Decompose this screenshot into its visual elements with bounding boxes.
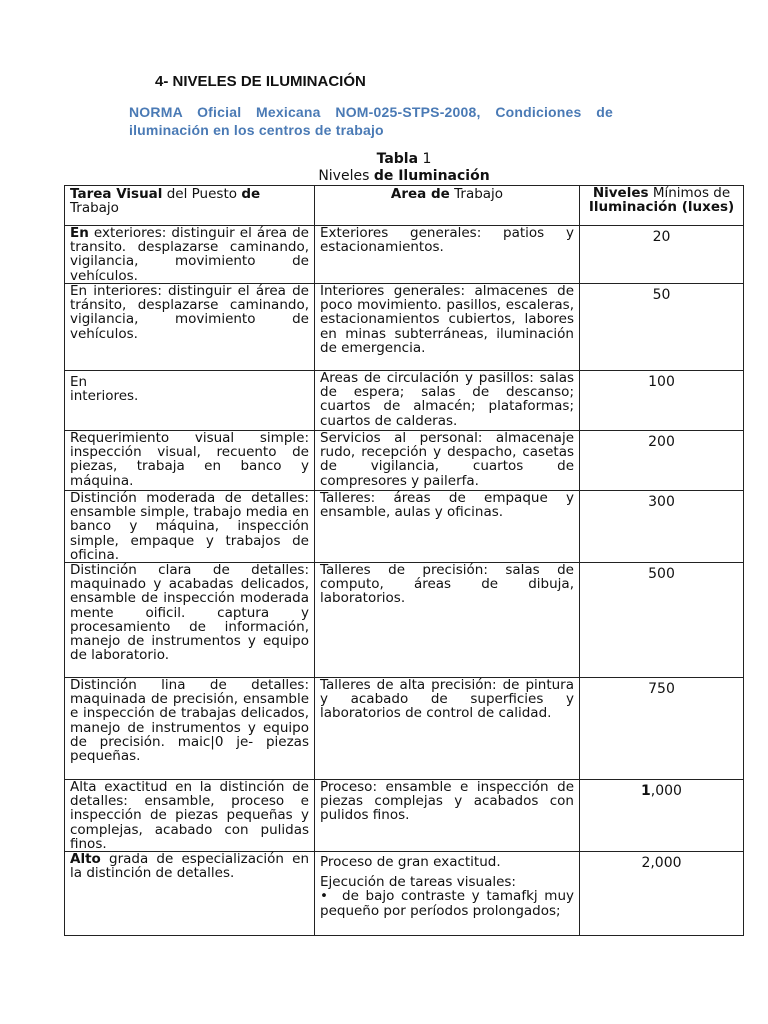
header-area-tail: Trabajo: [454, 186, 504, 202]
header-niveles-mid: Mínimos de: [652, 185, 731, 201]
header-area: [315, 186, 580, 226]
nivel-cell: [580, 780, 744, 852]
tarea-cell: Requerimiento visual simple: inspección visual, recuento de piezas, trabaja en banco y máquina.: [65, 431, 315, 491]
illumination-levels-table: [64, 185, 744, 936]
header-tarea-bold: Tarea Visual: [70, 186, 163, 202]
nivel-rest: ,000: [650, 783, 682, 800]
tarea-text: grada de especialización en la distinción de detalles.: [70, 851, 310, 882]
table-row: [65, 852, 744, 936]
tarea-cell: Distinción clara de detalles: maquinado y acabadas delicados, ensamble de inspección moderada mente oificil. captura y procesamiento de información, manejo de instrumentos y equipo de laboratorio.: [65, 563, 315, 678]
header-tarea-mid: del Puesto: [166, 186, 238, 202]
section-heading: 4- NIVELES DE ILUMINACIÓN: [155, 73, 366, 90]
header-niveles: [580, 186, 744, 226]
area-cell: [315, 852, 580, 936]
area-line3: de bajo contraste y tamafkj muy pequeño por períodos prolongados;: [320, 888, 574, 919]
tarea-cell: [65, 226, 315, 284]
area-cell: Talleres de alta precisión: de pintura y acabado de superficies y laboratorios de control de calidad.: [315, 678, 580, 780]
nivel-cell: 50: [580, 284, 744, 371]
nivel-cell: 500: [580, 563, 744, 678]
table-caption: [64, 151, 744, 167]
nivel-cell: 200: [580, 431, 744, 491]
tarea-cell: Alta exactitud en la distinción de detalles: ensamble, proceso e inspección de piezas pequeñas y complejas, acabado con pulidas finos.: [65, 780, 315, 852]
tarea-cell: Distinción lina de detalles: maquinada de precisión, ensamble e inspección de trabajas delicados, manejo de instrumentos y equipo de precisión. maic|0 je- piezas pequeñas.: [65, 678, 315, 780]
table-header-row: [65, 186, 744, 226]
area-line1: Proceso de gran exactitud.: [320, 854, 501, 871]
table-subcaption: [64, 168, 744, 184]
niveles-label: Niveles: [318, 168, 370, 184]
header-tarea-visual: [65, 186, 315, 226]
header-niveles-bold2: Iluminación (luxes): [588, 199, 735, 216]
header-tarea-tail: Trabajo: [70, 200, 119, 217]
nivel-cell: 2,000: [580, 852, 744, 936]
table-row: [65, 431, 744, 491]
norma-title: NORMA Oficial Mexicana NOM-025-STPS-2008, Condiciones de iluminación en los centros de trabajo: [129, 104, 613, 138]
header-tarea-bold2: de: [241, 186, 261, 202]
area-cell: Talleres de precisión: salas de computo, áreas de dibuja, laboratorios.: [315, 563, 580, 678]
table-row: [65, 780, 744, 852]
de-iluminacion-label: de Iluminación: [373, 168, 490, 184]
table-row: [65, 491, 744, 563]
tarea-cell: En interiores: distinguir el área de tránsito, desplazarse caminando, vigilancia, movimiento de vehículos.: [65, 284, 315, 371]
tarea-cell: [65, 852, 315, 936]
tabla-number: 1: [422, 151, 432, 167]
area-cell: Areas de circulación y pasillos: salas de espera; salas de descanso; cuartos de almacén; plataformas; cuartos de calderas.: [315, 371, 580, 431]
nivel-cell: 300: [580, 491, 744, 563]
table-row: [65, 371, 744, 431]
nivel-cell: 20: [580, 226, 744, 284]
tarea-line1: En: [70, 374, 88, 390]
tabla-label: Tabla: [376, 151, 419, 167]
area-cell: Servicios al personal: almacenaje rudo, recepción y despacho, casetas de vigilancia, cuartos de compresores y pailerfa.: [315, 431, 580, 491]
nivel-bold: 1: [641, 783, 651, 800]
tarea-bold: Alto: [70, 851, 101, 868]
tarea-bold: En: [70, 225, 89, 241]
table-row: [65, 226, 744, 284]
bullet-icon: •: [320, 888, 328, 905]
table-row: [65, 678, 744, 780]
area-line2: Ejecución de tareas visuales:: [320, 874, 516, 891]
tarea-cell: [65, 371, 315, 431]
header-area-bold: Area de: [390, 186, 450, 202]
area-cell: Exteriores generales: patios y estacionamientos.: [315, 226, 580, 284]
area-cell: Proceso: ensamble e inspección de piezas complejas y acabados con pulidos finos.: [315, 780, 580, 852]
tarea-cell: Distinción moderada de detalles: ensamble simple, trabajo media en banco y máquina, inspección simple, empaque y trabajos de oficina.: [65, 491, 315, 563]
header-niveles-bold: Niveles: [592, 185, 649, 201]
table-row: [65, 284, 744, 371]
tarea-text: exteriores: distinguir el área de transito. desplazarse caminando, vigilancia, movimiento de vehículos.: [70, 225, 309, 284]
area-cell: Talleres: áreas de empaque y ensamble, aulas y oficinas.: [315, 491, 580, 563]
nivel-cell: 750: [580, 678, 744, 780]
area-cell: Interiores generales: almacenes de poco movimiento. pasillos, escaleras, estacionamientos cubiertos, labores en minas subterráneas, iluminación de emergencia.: [315, 284, 580, 371]
nivel-cell: 100: [580, 371, 744, 431]
table-row: [65, 563, 744, 678]
tarea-line2: interiores.: [70, 388, 139, 405]
